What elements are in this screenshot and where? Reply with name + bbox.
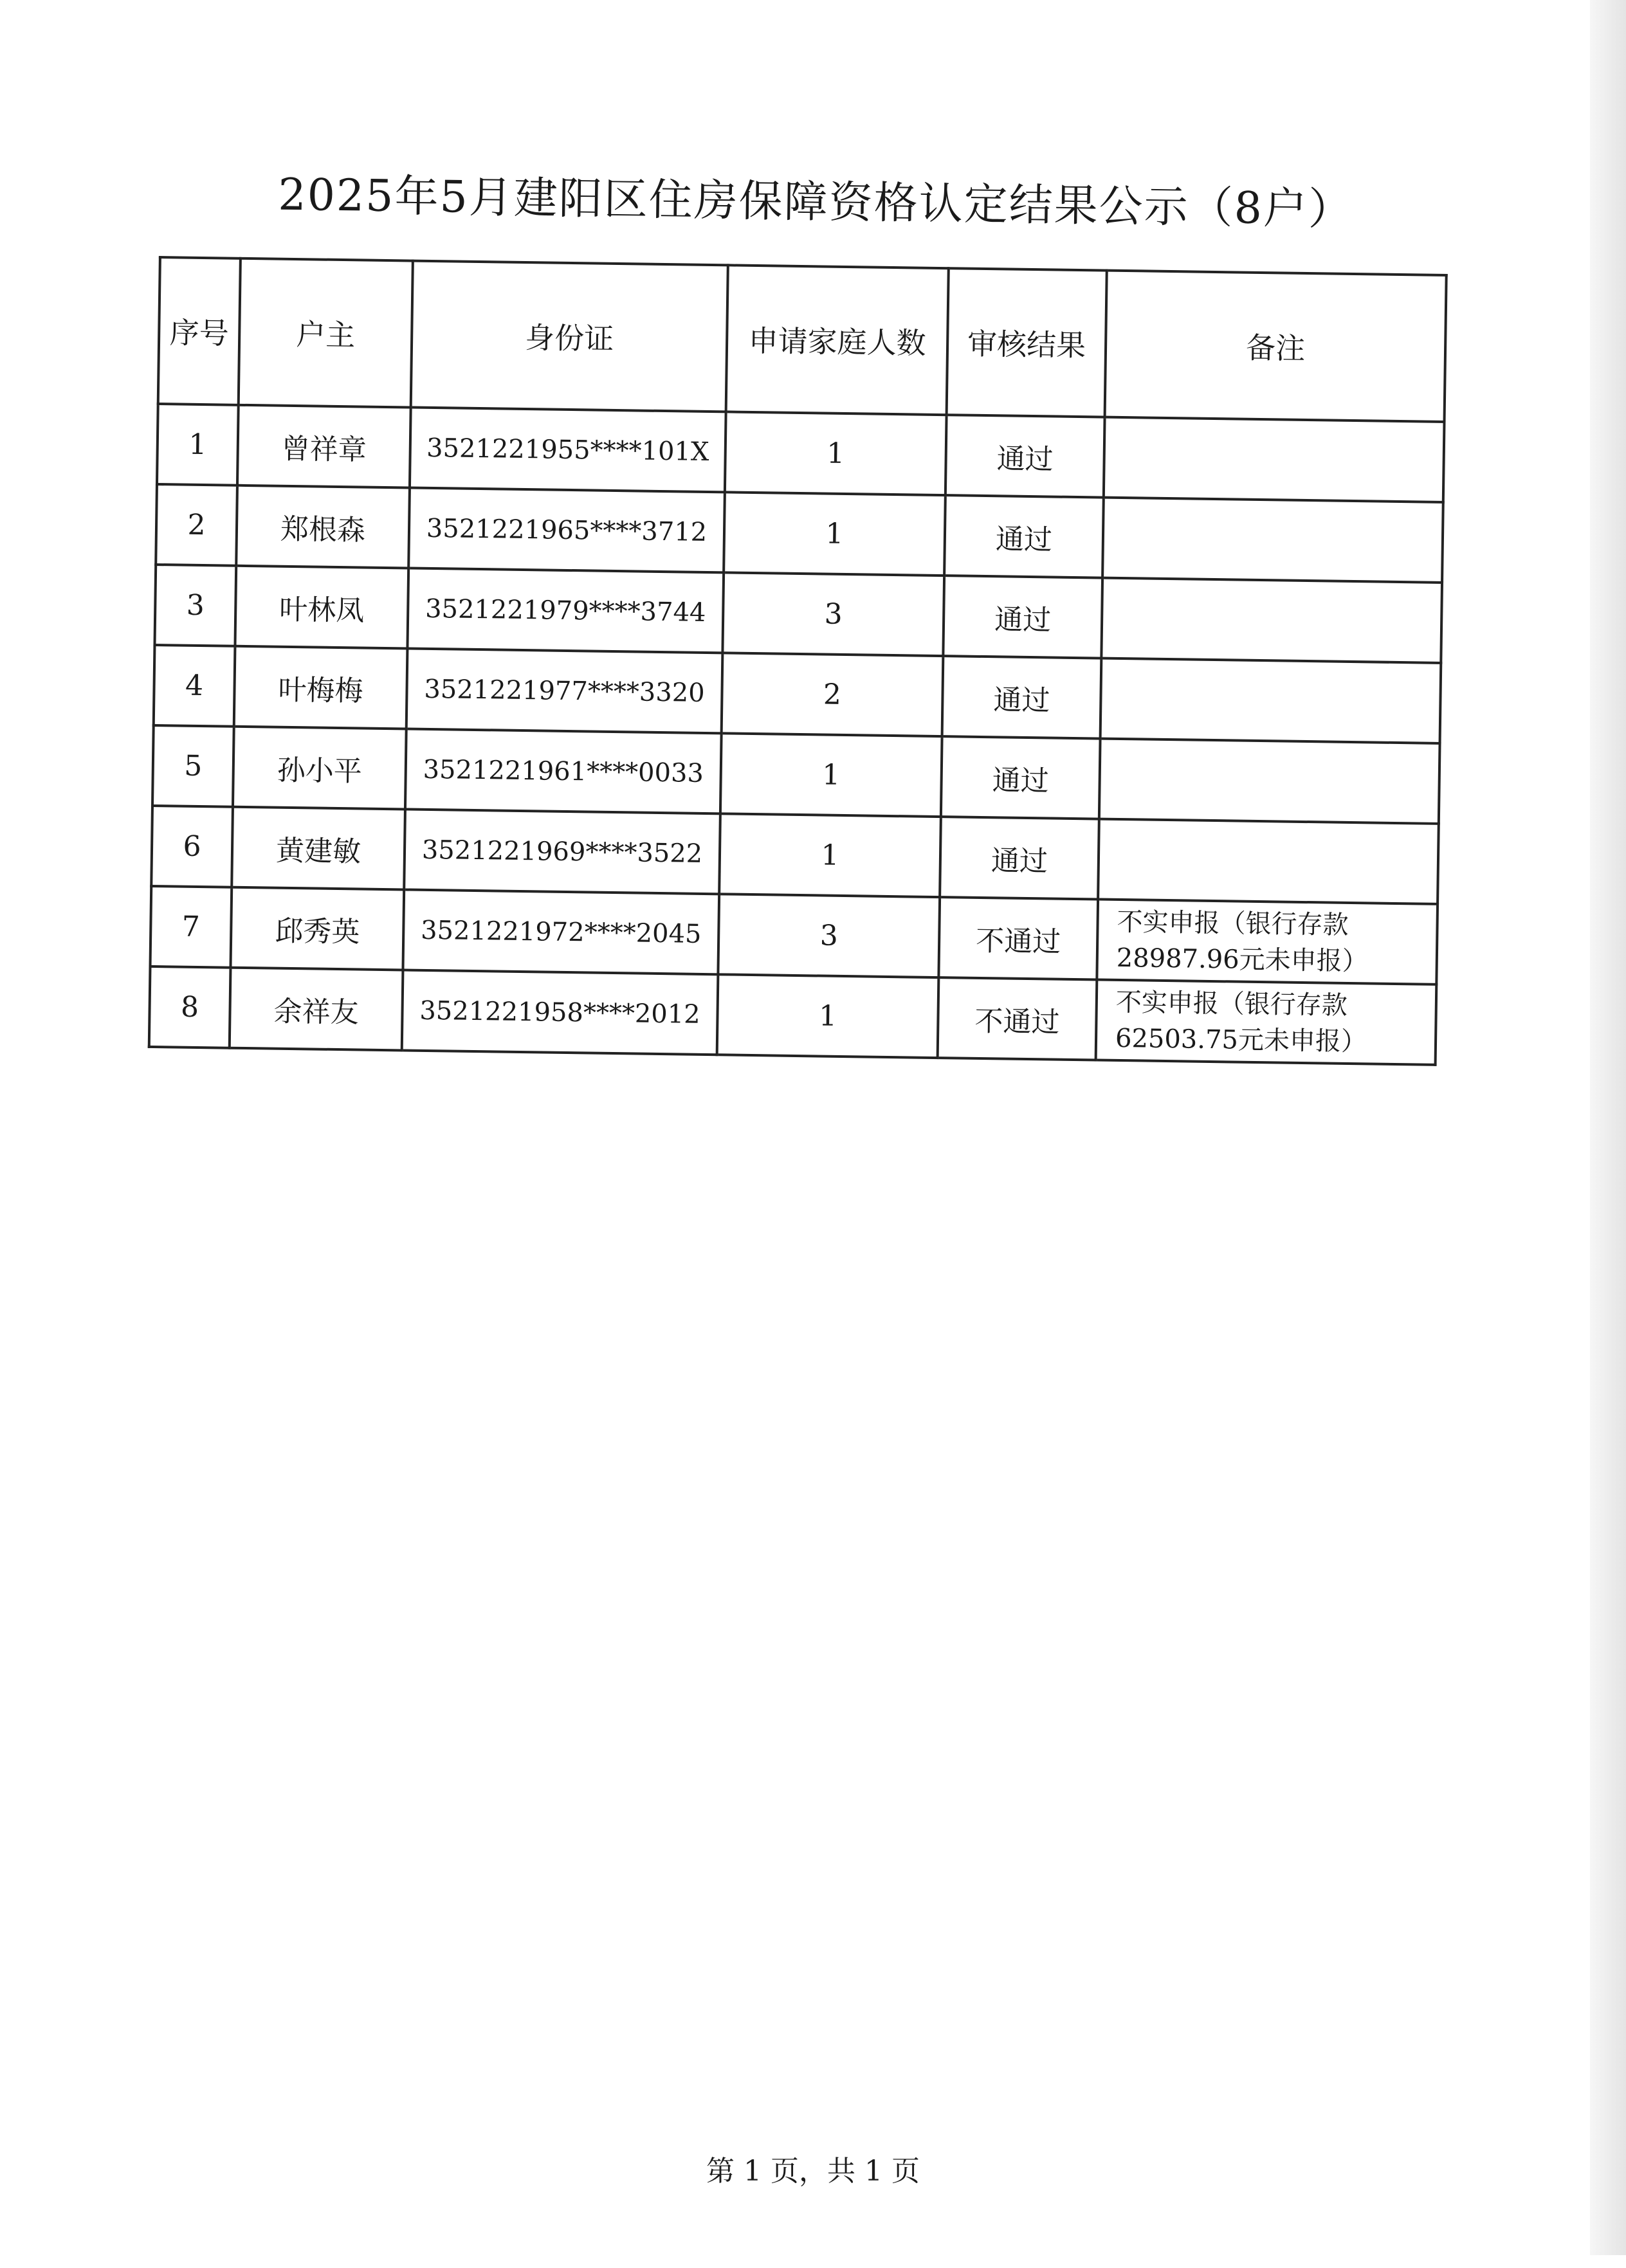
cell-id-card: 3521221969****3522 bbox=[404, 809, 720, 894]
document-title: 2025年5月建阳区住房保障资格认定结果公示（8户） bbox=[277, 169, 1354, 235]
header-serial: 序号 bbox=[158, 257, 241, 405]
cell-id-card: 3521221965****3712 bbox=[408, 488, 725, 573]
cell-review-result: 不通过 bbox=[938, 977, 1097, 1060]
header-householder: 户主 bbox=[239, 259, 413, 408]
cell-householder: 叶林凤 bbox=[235, 566, 408, 649]
cell-remarks bbox=[1099, 739, 1440, 824]
cell-householder: 余祥友 bbox=[230, 968, 403, 1051]
cell-remarks bbox=[1098, 819, 1439, 904]
cell-remarks: 不实申报（银行存款62503.75元未申报） bbox=[1096, 980, 1437, 1065]
cell-family-size: 1 bbox=[725, 412, 947, 495]
cell-householder: 叶梅梅 bbox=[234, 646, 408, 729]
cell-householder: 邱秀英 bbox=[230, 887, 404, 970]
cell-family-size: 1 bbox=[720, 733, 942, 817]
cell-serial: 3 bbox=[154, 565, 236, 646]
cell-remarks bbox=[1101, 578, 1442, 663]
cell-review-result: 通过 bbox=[941, 736, 1101, 819]
cell-serial: 7 bbox=[150, 886, 232, 968]
cell-id-card: 3521221977****3320 bbox=[406, 648, 723, 733]
header-family-size: 申请家庭人数 bbox=[726, 265, 949, 415]
cell-serial: 4 bbox=[154, 645, 235, 727]
cell-review-result: 通过 bbox=[945, 415, 1105, 497]
cell-serial: 5 bbox=[152, 725, 234, 807]
cell-review-result: 不通过 bbox=[938, 897, 1098, 979]
cell-householder: 曾祥章 bbox=[237, 405, 411, 488]
cell-family-size: 1 bbox=[719, 813, 941, 897]
cell-householder: 郑根森 bbox=[236, 485, 410, 568]
header-id-card: 身份证 bbox=[411, 261, 728, 412]
cell-id-card: 3521221972****2045 bbox=[403, 889, 719, 974]
header-remarks: 备注 bbox=[1105, 271, 1447, 422]
header-review-result: 审核结果 bbox=[947, 268, 1107, 417]
cell-id-card: 3521221961****0033 bbox=[405, 729, 722, 813]
cell-householder: 黄建敏 bbox=[232, 807, 405, 890]
page-footer: 第 1 页，共 1 页 bbox=[706, 2155, 920, 2188]
cell-serial: 1 bbox=[157, 404, 239, 485]
cell-family-size: 3 bbox=[718, 894, 940, 977]
table-row bbox=[149, 966, 1437, 1065]
cell-id-card: 3521221979****3744 bbox=[407, 568, 724, 653]
cell-id-card: 3521221958****2012 bbox=[402, 970, 718, 1055]
cell-review-result: 通过 bbox=[943, 576, 1102, 658]
cell-family-size: 2 bbox=[722, 653, 944, 736]
cell-review-result: 通过 bbox=[944, 495, 1104, 577]
cell-serial: 8 bbox=[149, 966, 231, 1048]
result-table bbox=[148, 256, 1448, 1066]
cell-family-size: 1 bbox=[717, 974, 939, 1058]
cell-serial: 6 bbox=[151, 806, 233, 887]
cell-remarks bbox=[1101, 658, 1441, 743]
cell-review-result: 通过 bbox=[940, 817, 1099, 899]
cell-householder: 孙小平 bbox=[233, 727, 406, 810]
table-header-row bbox=[158, 257, 1447, 422]
cell-remarks bbox=[1102, 498, 1443, 583]
cell-remarks bbox=[1104, 417, 1445, 502]
cell-serial: 2 bbox=[156, 484, 237, 566]
cell-review-result: 通过 bbox=[942, 656, 1102, 738]
cell-remarks: 不实申报（银行存款28987.96元未申报） bbox=[1097, 900, 1438, 984]
cell-family-size: 1 bbox=[724, 492, 945, 576]
cell-id-card: 3521221955****101X bbox=[410, 408, 726, 493]
cell-family-size: 3 bbox=[722, 572, 944, 656]
